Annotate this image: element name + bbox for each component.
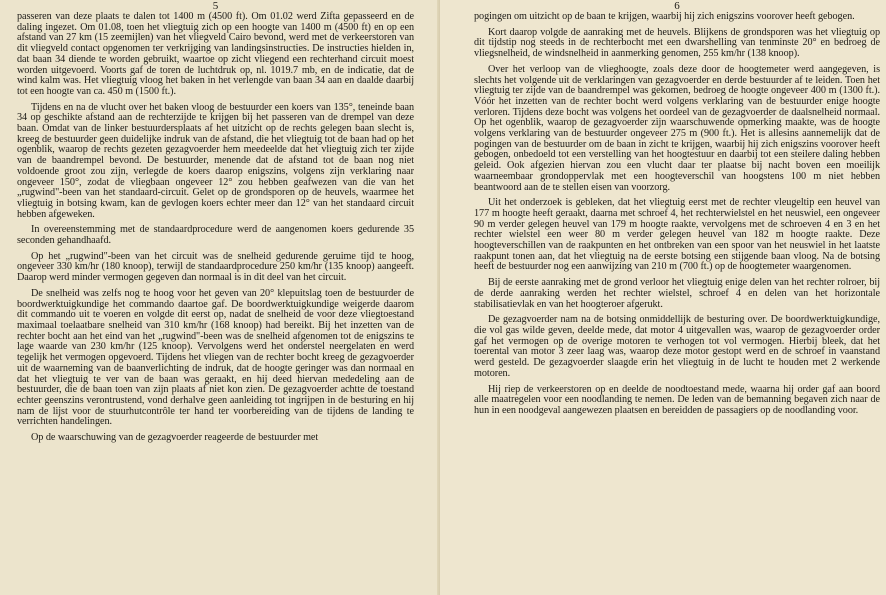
right-page — [440, 0, 886, 595]
paragraph: pogingen om uitzicht op de baan te krijgen, waarbij hij zich enigszins voorover heeft gebogen. — [474, 11, 855, 22]
paragraph: Kort daarop volgde de aanraking met de heuvels. Blijkens de grondsporen was het vliegtuig op dit tijdstip nog steeds in de rechterbocht met een dwarshelling van tenminste 20° en bedroeg de vliegsnelheid, de windsnelheid in aanmerking genomen, 255 km/hr (138 knoop). — [474, 26, 880, 60]
paragraph: Op het „rugwind"-been van het circuit was de snelheid gedurende geruime tijd te hoog, ongeveer 330 km/hr (180 knoop), terwijl de standaardprocedure 250 km/hr (135 knoop) aangeeft. Daarop werd minder vermogen gegeven dan normaal is in dit deel van het circuit. — [17, 250, 414, 284]
right-page-body — [474, 12, 880, 417]
paragraph: Uit het onderzoek is gebleken, dat het vliegtuig eerst met de rechter vleugeltip een heuvel van 177 m hoogte heeft geraakt, daarna met schroef 4, het rechterwielstel en het neuswiel, een ongeveer 90 m verder gelegen heuvel van 179 m hoogte raakte, vervolgens met de schroeven 4 en 3 en het rechter wielstel een weer 80 m verder gelegen heuvel van 182 m hoogte raakte. Deze hoogteverschillen van de raakpunten en het ontbreken van een spoor van het neuswiel in het laatste raakpunt tonen aan, dat het vliegtuig na de eerste botsing een stijgende baan vloog. Na de botsing heeft de bestuurder nog een aanwijzing van 210 m (700 ft.) op de hoogtemeter waargenomen. — [474, 197, 880, 273]
paragraph: De gezagvoerder nam na de botsing onmiddellijk de besturing over. De boordwerktuigkundige, die vol gas wilde geven, deelde mede, dat motor 4 uitgevallen was, waarop de gezagvoerder order gaf het vermogen op de overige motoren te verhogen tot vol vermogen. Hierbij bleek, dat het toerental van motor 3 zeer laag was, waarop deze motor gestopt werd en de schroef in vaanstand werd gesteld. De gezagvoerder slaagde erin het vliegtuig in de lucht te houden met 2 werkende motoren. — [474, 314, 880, 379]
paragraph: Bij de eerste aanraking met de grond verloor het vliegtuig enige delen van het rechter rolroer, bij de derde aanraking werden het rechter wielstel, schroef 4 en delen van het horizontale stabilisatievlak en van het hoogteroer afgerukt. — [474, 277, 880, 310]
page-number-left: 5 — [212, 0, 219, 12]
left-page — [0, 0, 440, 595]
paragraph: In overeenstemming met de standaardprocedure werd de aangenomen koers gedurende 35 seconden gehandhaafd. — [17, 224, 414, 247]
page-number-right: 6 — [674, 0, 680, 12]
paragraph: Tijdens en na de vlucht over het baken vloog de bestuurder een koers van 135°, teneinde baan 34 op geschikte afstand aan de rechterzijde te krijgen bij het passeren van de drempel van deze baan. Omdat van de linker bestuurdersplaats af het uitzicht op de rechts gelegen baan slecht is, kreeg de bestuurder geen duidelijke indruk van de afstand, die het vliegtuig tot de baan had op het ogenblik, waarop de rechts gezeten gezagvoerder hem meedeelde dat het vliegtuig zich ter zijde van de baandrempel bevond. De bestuurder, menende dat de afstand tot de baan nog niet voldoende groot zou zijn, verlegde de koers daarop enigszins, volgens zijn verklaring naar ongeveer 150°, zodat de vliegbaan ongeveer 12° zou hebben geafwezen van die van het „rugwind"-been van het standaard-circuit. Gelet op de grondsporen op de heuvels, waarmee het vliegtuig in botsing kwam, kan de gevlogen koers echter meer dan 12° van het standaard circuit hebben afgeweken. — [17, 101, 414, 220]
left-page-body — [17, 12, 414, 444]
paragraph: Over het verloop van de vlieghoogte, zoals deze door de hoogtemeter werd aangegeven, is slechts het volgende uit de verklaringen van gezagvoerder en derde bestuurder af te leiden. Toen het vliegtuig ter zijde van de baandrempel was gekomen, bedroeg de hoogte ongeveer 400 m (1300 ft.). Vóór het inzetten van de rechter bocht werd volgens verklaring van de bestuurder enige hoogte verloren. Tijdens deze bocht was volgens het oordeel van de gezagvoerder de daalsnelheid normaal. Op het ogenblik, waarop de gezagvoerder zijn waarschuwende opmerking maakte, was de hoogte volgens verklaring van de bestuurder ongeveer 275 m (900 ft.). Het is allesins aannemelijk dat de pogingen van de bestuurder om de baan in zicht te krijgen, waarbij hij zich enigszins voorover heeft gebogen, onbedoeld tot een verstelling van het hoogtestuur en daarbij tot een steilere daling hebben geleid. Ook afgezien hiervan zou een vlucht daar ter plaatse bij nacht boven een moeilijk waarneembaar grondoppervlak met een hoogteverschil van hoogstens 100 m niet hebben beantwoord aan de te stellen eisen van voorzorg. — [474, 63, 880, 193]
paragraph: Op de waarschuwing van de gezagvoerder reageerde de bestuurder met — [31, 432, 319, 444]
paragraph: Hij riep de verkeerstoren op en deelde de noodtoestand mede, waarna hij order gaf aan boord alle maatregelen voor een noodlanding te nemen. De leden van de bemanning begaven zich naar de hun in een noodgeval aangewezen plaatsen en bereidden de passagiers op de noodlanding voor. — [474, 383, 880, 416]
paragraph: passeren van deze plaats te dalen tot 1400 m (4500 ft). Om 01.02 werd Zifta gepasseerd en de daling ingezet. Om 01.08, toen het vliegtuig zich op een hoogte van 1400 m (4500 ft) en op een afstand van 27 km (15 zeemijlen) van het vliegveld Cairo bevond, werd met de verkeerstoren van dit vliegveld contact opgenomen ter verkrijging van landingsinstructies. De instructies hielden in, dat baan 34 diende te worden gebruikt, waartoe op zicht vliegend een rechterhand circuit moest worden uitgevoerd. Voorts gaf de toren de luchtdruk op, nl. 1019.7 mb, en de indicatie, dat de wind kalm was. Het vliegtuig vloog het baken in het verlengde van baan 34 aan en daalde daarbij tot een hoogte van ca. 450 m (1500 ft.). — [17, 11, 414, 97]
paragraph: De snelheid was zelfs nog te hoog voor het geven van 20° klepuitslag toen de bestuurder de boordwerktuigkundige het commando daartoe gaf. De boordwerktuigkundige weigerde daarom dit commando uit te voeren en volgde dit eerst op, nadat de snelheid de voor deze vliegtoestand maximaal toelaatbare snelheid van 310 km/hr (168 knoop) had bereikt. Bij het inzetten van de rechter bocht aan het eind van het „rugwind"-been was de snelheid afgenomen tot de enigszins te lage waarde van 230 km/hr (125 knoop). Vervolgens werd het onderstel neergelaten en werd tegelijk het vermogen opgevoerd. Tijdens het vliegen van de rechter bocht kreeg de gezagvoerder uit de waarneming van de baanverlichting de indruk, dat de hoogte geringer was dan normaal en dat het vliegtuig te ver van de baan was geraakt, en hij deed hiervan mededeling aan de bestuurder, die de baan toen van zijn plaats af niet kon zien. De gezagvoerder achtte de toestand echter geenszins verontrustend, vond derhalve geen aanleiding tot ingrijpen in de besturing en hij nam de lijst voor de stuurhutcontrôle ter hand ter voorbereiding van de tijdens de landing te verrichten handelingen. — [17, 287, 414, 428]
